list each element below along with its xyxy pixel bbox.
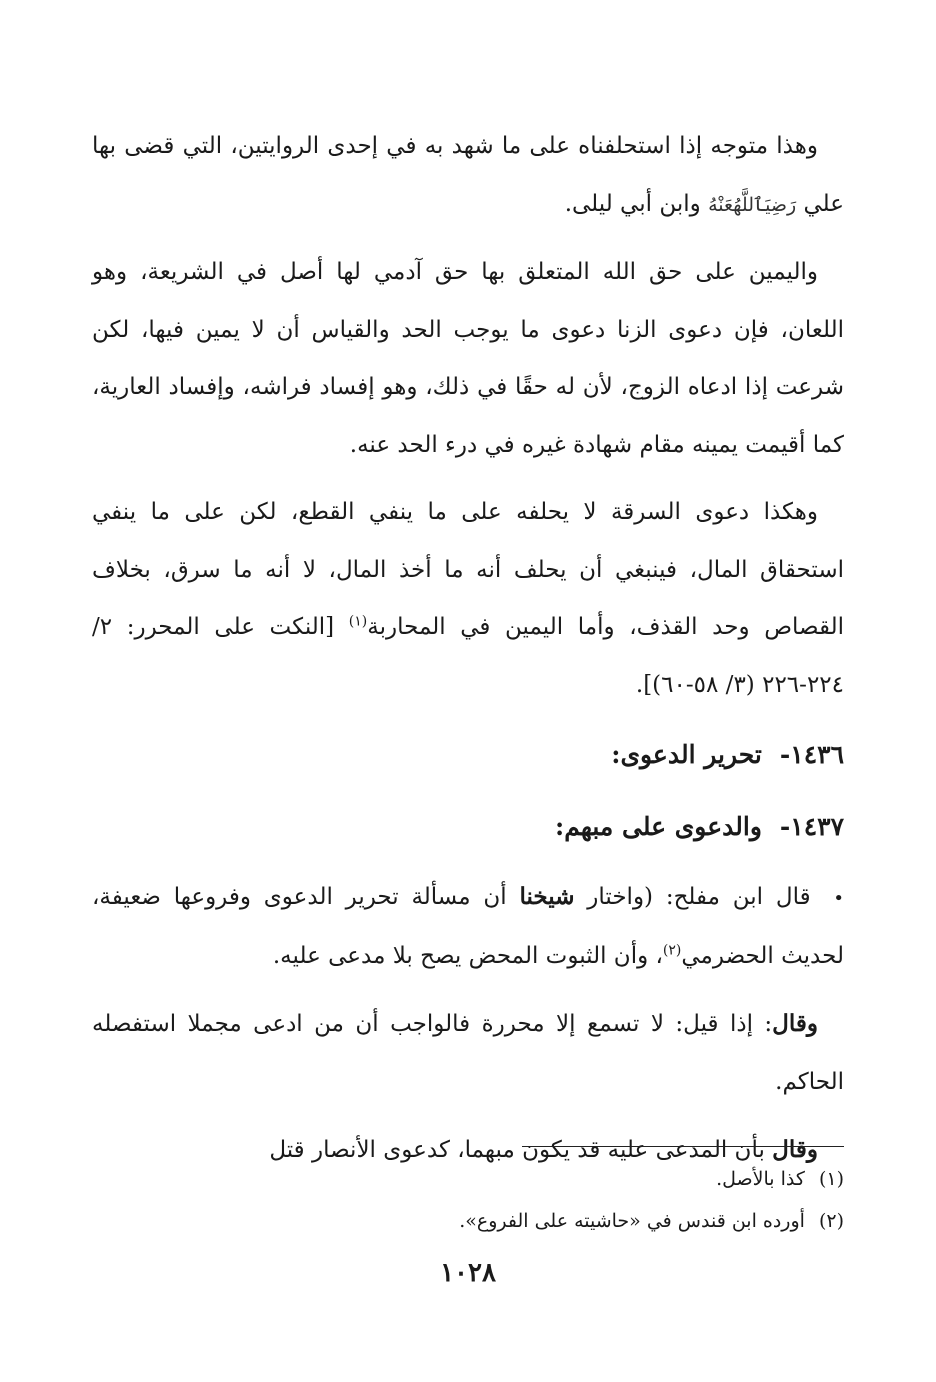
bullet-icon: • <box>833 888 844 909</box>
paragraph-4 <box>92 868 844 985</box>
paragraph-text: : إذا قيل: لا تسمع إلا محررة فالواجب أن من ادعى مجملا استفصله الحاكم. <box>92 1011 844 1095</box>
paragraph-1 <box>92 118 844 234</box>
footnote-text: أورده ابن قندس في «حاشيته على الفروع». <box>459 1210 805 1232</box>
paragraph-text: واليمين على حق الله المتعلق بها حق آدمي لها أصل في الشريعة، وهو اللعان، فإن دعوى الزنا دعوى ما يوجب الحد والقياس أن لا يمين فيها، لكن شرعت إذا ادعاه الزوج، لأن له حقًا في ذلك، وهو إفساد فراشه، وإفساد العارية، كما أقيمت يمينه مقام شهادة غيره في درء الحد عنه. <box>92 259 844 458</box>
main-text <box>92 118 844 1190</box>
paragraph-2 <box>92 244 844 474</box>
bold-term: وقال <box>772 1010 818 1037</box>
footnote-number: (٢) <box>818 1210 844 1232</box>
page-number: ١٠٢٨ <box>440 1258 496 1288</box>
footnote-ref-2[interactable]: (٢) <box>662 941 682 958</box>
section-title: والدعوى على مبهم: <box>554 812 762 841</box>
footnotes <box>92 1158 844 1242</box>
paragraph-3 <box>92 484 844 714</box>
citation: [النكت على المحرر: ٢/ ٢٢٤-٢٢٦ (٣/ ٥٨-٦٠)]. <box>92 614 844 698</box>
paragraph-5 <box>92 995 844 1111</box>
paragraph-text: وهكذا دعوى السرقة لا يحلفه على ما ينفي القطع، لكن على ما ينفي استحقاق المال، فينبغي أن يحلف أنه ما أخذ المال، لا أنه ما سرق، بخلاف القصاص وحد القذف، وأما اليمين في المحاربة <box>92 499 844 640</box>
footnote-number: (١) <box>818 1168 844 1190</box>
paragraph-text: أن مسألة تحرير الدعوى وفروعها ضعيفة، لحديث الحضرمي <box>92 884 844 969</box>
paragraph-text: قال ابن مفلح: (واختار <box>574 884 824 910</box>
bold-term: شيخنا <box>519 883 575 910</box>
section-heading-1437 <box>92 796 844 858</box>
footnote-text: كذا بالأصل. <box>716 1168 805 1190</box>
paragraph-text: وهذا متوجه إذا استحلفناه على ما شهد به في إحدى الروايتين، التي قضى بها علي <box>92 133 844 217</box>
footnote-ref-1[interactable]: (١) <box>348 613 368 630</box>
section-title: تحرير الدعوى: <box>611 740 762 769</box>
section-number: ١٤٣٧- <box>779 812 844 841</box>
footnote-1 <box>92 1158 844 1200</box>
footnote-divider <box>522 1146 844 1147</box>
bold-term: وقال <box>772 1136 818 1163</box>
paragraph-text: ، وأن الثبوت المحض يصح بلا مدعى عليه. <box>272 942 663 969</box>
footnote-2 <box>92 1200 844 1242</box>
honorific-glyph: رَضِيَٱللَّهُعَنْهُ <box>708 193 797 216</box>
paragraph-text: وابن أبي ليلى. <box>564 190 709 217</box>
section-heading-1436 <box>92 724 844 786</box>
paragraph-text: بأن المدعى عليه قد يكون مبهما، كدعوى الأنصار قتل <box>269 1137 773 1163</box>
section-number: ١٤٣٦- <box>779 740 844 769</box>
